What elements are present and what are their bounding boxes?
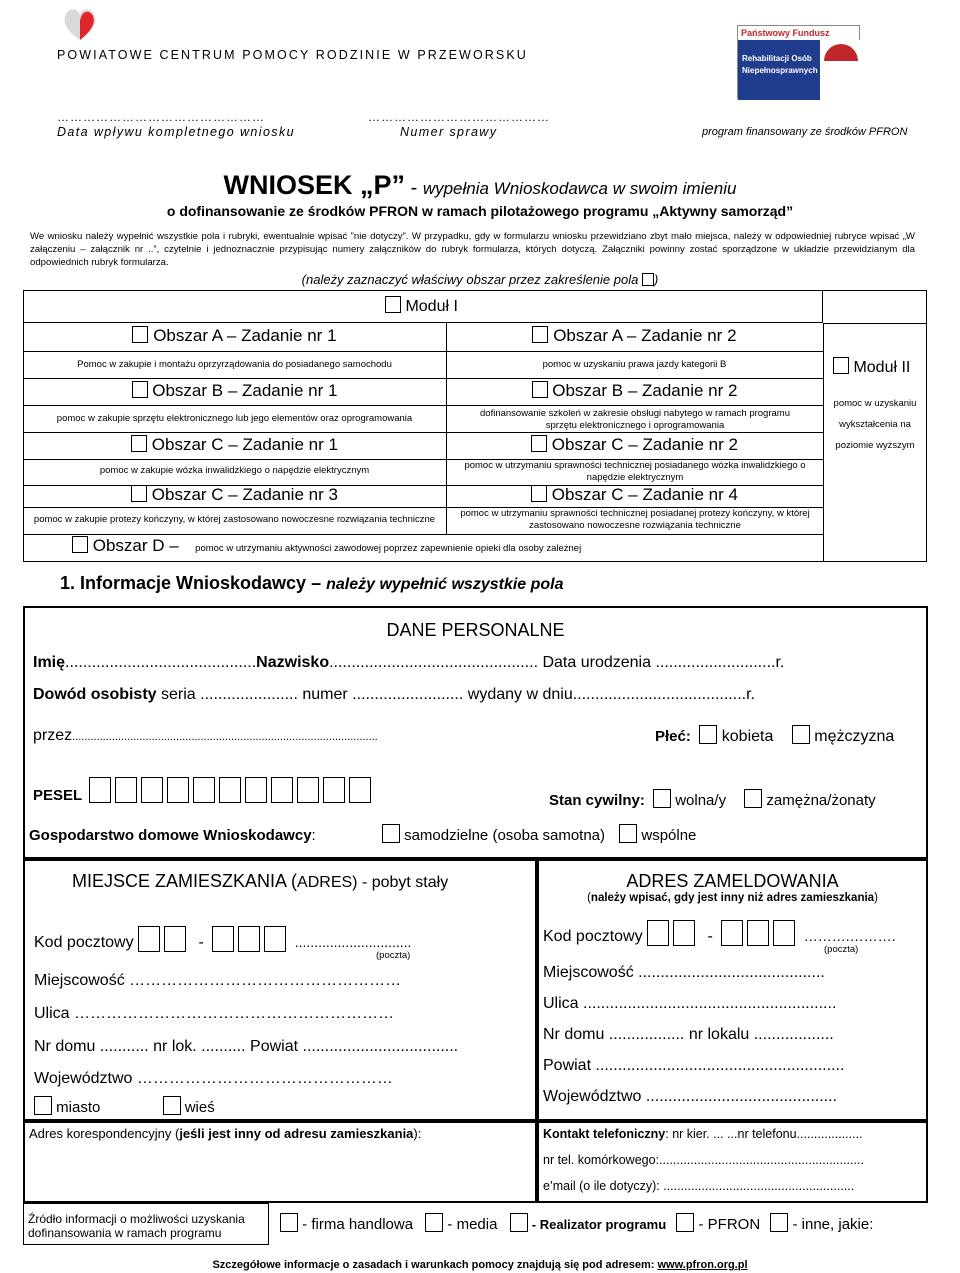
module2-desc-line2: wykształcenia na <box>839 419 911 430</box>
task-d-title: Obszar D – <box>92 536 179 555</box>
module1-checkbox[interactable] <box>385 296 401 313</box>
module1-text: Moduł I <box>405 298 458 315</box>
module2-text: Moduł II <box>853 359 911 376</box>
form-title-main: WNIOSEK „P” <box>223 170 406 200</box>
mark-instruction-text: (należy zaznaczyć właściwy obszar przez zakreślenie pola <box>301 272 639 287</box>
mobile-phone-field[interactable]: nr tel. komórkowego:........................................................... <box>543 1153 864 1167</box>
task-c2-desc: pomoc w utrzymaniu sprawności technicznej posiadanego wózka inwalidzkiego o napędzie elektrycznym <box>464 460 806 483</box>
household-shared-label: wspólne <box>641 827 697 844</box>
title-dash: - <box>405 177 423 199</box>
task-b1-title: Obszar B – Zadanie nr 1 <box>152 381 338 400</box>
registered-post-office-field[interactable]: ……….………. <box>803 928 896 944</box>
birth-date-suffix: r. <box>775 654 785 671</box>
module2-label <box>833 357 910 377</box>
postcode-digit-box[interactable] <box>673 920 695 946</box>
household-label: Gospodarstwo domowe Wnioskodawcy <box>29 827 312 844</box>
correspondence-label-text: Adres korespondencyjny ( <box>29 1126 180 1141</box>
task-c1[interactable] <box>23 435 446 455</box>
module2-desc-line3: poziomie wyższym <box>835 440 915 451</box>
pesel-digit-box[interactable] <box>349 777 371 803</box>
task-c1-title: Obszar C – Zadanie nr 1 <box>151 435 338 454</box>
correspondence-label-bold: jeśli jest inny od adresu zamieszkania <box>179 1126 414 1141</box>
gender-male-label: mężczyzna <box>814 728 895 745</box>
issue-date-suffix: r. <box>746 686 755 703</box>
task-d-checkbox[interactable] <box>72 536 88 553</box>
task-b2-checkbox[interactable] <box>532 381 548 398</box>
source-realizator-label: - Realizator programu <box>531 1217 667 1232</box>
household-alone-checkbox[interactable] <box>382 824 400 843</box>
issue-date-label: wydany w dniu <box>463 686 573 703</box>
phone-label: Kontakt telefoniczny <box>543 1127 666 1141</box>
task-c3-checkbox[interactable] <box>131 485 147 502</box>
residence-postcode-row <box>34 926 411 952</box>
task-b1-checkbox[interactable] <box>132 381 148 398</box>
id-number-field[interactable]: ......................... <box>352 686 464 703</box>
pfron-logo <box>737 25 860 99</box>
residence-street-field[interactable]: Ulica …………………………………………………… <box>34 1005 395 1022</box>
task-c3-title: Obszar C – Zadanie nr 3 <box>151 485 338 504</box>
task-a1[interactable] <box>23 326 446 346</box>
pesel-digit-box[interactable] <box>115 777 137 803</box>
first-name-label: Imię <box>33 654 66 671</box>
pesel-digit-box[interactable] <box>167 777 189 803</box>
household-row <box>29 824 696 844</box>
postcode-digit-box[interactable] <box>647 920 669 946</box>
household-shared-checkbox[interactable] <box>619 824 637 843</box>
id-card-row <box>33 686 755 704</box>
checkbox-sample-icon <box>642 273 654 286</box>
pesel-digit-box[interactable] <box>271 777 293 803</box>
task-b1[interactable] <box>23 381 446 401</box>
section1-dash: – <box>306 573 327 593</box>
task-c4-title: Obszar C – Zadanie nr 4 <box>551 485 738 504</box>
case-dots: …………………………………… <box>368 110 550 124</box>
gender-row <box>655 725 894 746</box>
pfron-logo-line2: Rehabilitacji Osób <box>742 54 812 63</box>
module2-checkbox[interactable] <box>833 357 849 374</box>
pesel-digit-box[interactable] <box>245 777 267 803</box>
registered-title: ADRES ZAMELDOWANIA <box>626 871 839 891</box>
module1-label <box>385 296 458 316</box>
task-d-desc: pomoc w utrzymaniu aktywności zawodowej poprzez zapewnienie opieki dla osoby zależnej <box>195 543 582 554</box>
birth-date-field[interactable]: ........................... <box>655 654 776 671</box>
task-c3[interactable] <box>23 485 446 505</box>
task-d[interactable] <box>72 536 581 556</box>
pesel-digit-box[interactable] <box>219 777 241 803</box>
registered-post-office-caption: (poczta) <box>824 944 859 955</box>
task-a2-checkbox[interactable] <box>532 326 548 343</box>
task-b2[interactable] <box>446 381 823 401</box>
gender-female-checkbox[interactable] <box>699 725 717 744</box>
residence-post-office-field[interactable]: .............................. <box>294 934 412 950</box>
postcode-digit-box[interactable] <box>212 926 234 952</box>
task-c4-checkbox[interactable] <box>531 485 547 502</box>
pesel-row <box>33 777 375 804</box>
residence-voivodeship-field[interactable]: Województwo ………………………………………… <box>34 1070 393 1087</box>
form-subtitle: o dofinansowanie ze środków PFRON w ramach pilotażowego programu „Aktywny samorząd” <box>166 203 794 219</box>
funding-note: program finansowany ze środków PFRON <box>702 126 908 138</box>
marital-status-row <box>549 789 876 809</box>
pesel-digit-box[interactable] <box>141 777 163 803</box>
pcpr-logo <box>60 4 100 44</box>
task-a1-title: Obszar A – Zadanie nr 1 <box>153 326 337 345</box>
source-pfron-label: - PFRON <box>698 1216 761 1233</box>
task-a2[interactable] <box>446 326 823 346</box>
registered-subtitle-close: ) <box>874 892 878 904</box>
task-a2-title: Obszar A – Zadanie nr 2 <box>553 326 737 345</box>
source-company-label: - firma handlowa <box>302 1216 414 1233</box>
task-a1-desc: Pomoc w zakupie i montażu oprzyrządowania do posiadanego samochodu <box>77 359 392 370</box>
postcode-digit-box[interactable] <box>238 926 260 952</box>
task-b2-desc: dofinansowanie szkoleń w zakresie obsługi nabytego w ramach programu sprzętu elektronicznego i oprogramowania <box>480 408 790 431</box>
task-b1-desc: pomoc w zakupie sprzętu elektronicznego lub jego elementów oraz oprogramowania <box>56 413 413 424</box>
postcode-digit-box[interactable] <box>138 926 160 952</box>
postcode-digit-box[interactable] <box>773 920 795 946</box>
surname-label: Nazwisko <box>256 654 330 671</box>
marital-married-checkbox[interactable] <box>744 789 762 808</box>
registered-subtitle-open: ( <box>587 892 591 904</box>
case-number-label: Numer sprawy <box>400 125 498 139</box>
module2-desc <box>823 393 927 456</box>
postcode-dash: - <box>198 934 204 951</box>
task-c4[interactable] <box>446 485 823 505</box>
residence-title-rest: - pobyt stały <box>357 874 449 891</box>
residence-title-adres: ADRES) <box>297 874 358 891</box>
registered-county-field[interactable]: Powiat ........................................................ <box>543 1057 845 1074</box>
household-colon: : <box>311 827 316 844</box>
mark-instruction-end: ) <box>653 272 659 287</box>
postcode-digit-box[interactable] <box>264 926 286 952</box>
id-card-label: Dowód osobisty <box>33 686 157 703</box>
row-divider <box>23 405 823 406</box>
marital-status-label: Stan cywilny: <box>549 792 645 809</box>
correspondence-label <box>29 1126 421 1141</box>
locality-type-row <box>34 1096 215 1116</box>
postcode-digit-box[interactable] <box>164 926 186 952</box>
first-name-field[interactable]: ........................................... <box>65 654 257 671</box>
registered-postcode-row <box>543 920 896 946</box>
org-name: POWIATOWE CENTRUM POMOCY RODZINIE W PRZEWORSKU <box>57 48 528 62</box>
form-title <box>0 170 960 201</box>
task-c4-desc: pomoc w utrzymaniu sprawności technicznej posiadanej protezy kończyny, w której zastosowano nowoczesne rozwiązania techniczne <box>460 508 810 531</box>
footer-text: Szczegółowe informacje o zasadach i warunkach pomocy znajdują się pod adresem: <box>212 1259 658 1271</box>
module2-desc-line1: pomoc w uzyskaniu <box>833 398 917 409</box>
registered-house-number-field[interactable]: Nr domu ................. nr lokalu .................. <box>543 1026 834 1043</box>
task-c1-desc: pomoc w zakupie wózka inwalidzkiego o napędzie elektrycznym <box>99 465 370 476</box>
row-divider <box>23 378 823 379</box>
row-divider <box>23 432 823 433</box>
personal-data-title: DANE PERSONALNE <box>386 620 565 640</box>
marital-single-checkbox[interactable] <box>653 789 671 808</box>
mark-instruction <box>0 272 960 287</box>
registered-voivodeship-field[interactable]: Województwo ........................................... <box>543 1088 838 1105</box>
gender-label: Płeć: <box>655 728 691 745</box>
source-other-checkbox[interactable] <box>770 1213 788 1232</box>
postcode-digit-box[interactable] <box>747 920 769 946</box>
section1-heading <box>60 573 564 594</box>
info-source-label: Źródło informacji o możliwości uzyskania dofinansowania w ramach programu <box>28 1212 245 1240</box>
registered-subtitle-text: należy wpisać, gdy jest inny niż adres zamieszkania <box>590 892 875 904</box>
pesel-digit-box[interactable] <box>89 777 111 803</box>
id-number-label: numer <box>297 686 353 703</box>
form-title-sub: wypełnia Wnioskodawca w swoim imieniu <box>422 179 737 198</box>
source-pfron-checkbox[interactable] <box>676 1213 694 1232</box>
section1-heading-italic: należy wypełnić wszystkie pola <box>326 576 564 593</box>
pesel-digit-box[interactable] <box>193 777 215 803</box>
locality-city-label: miasto <box>56 1099 101 1116</box>
pfron-logo-line3: Niepełnosprawnych <box>742 66 818 75</box>
issuer-row <box>33 727 378 745</box>
residence-title <box>72 871 448 892</box>
marital-single-label: wolna/y <box>675 792 727 809</box>
source-media-checkbox[interactable] <box>425 1213 443 1232</box>
task-c2[interactable] <box>446 435 823 455</box>
registered-street-field[interactable]: Ulica ......................................................... <box>543 995 837 1012</box>
registered-postcode-label: Kod pocztowy <box>543 928 643 945</box>
id-series-label: seria <box>156 686 201 703</box>
phone-row[interactable] <box>543 1127 863 1141</box>
receipt-date-label: Data wpływu kompletnego wniosku <box>57 125 295 139</box>
registered-subtitle <box>537 892 928 904</box>
pesel-digit-box[interactable] <box>297 777 319 803</box>
instructions-text: We wniosku należy wypełnić wszystkie pola i rubryki, ewentualnie wpisać ”nie dotyczy”. W przypadku, gdy w formularzu wniosku przewidziano zbyt mało miejsca, należy w odpowiedniej rubryce wpisać „W załączeniu – załącznik nr ..”, czytelnie i jednoznacznie przypisując numery załączników do rubryk formularza, których dotyczą. Załączniki powinny zostać sporządzone w układzie przewidzianym dla odpowiednich rubryk formularza. <box>30 231 915 268</box>
task-c3-desc: pomoc w zakupie protezy kończyny, w której zastosowano nowoczesne rozwiązania techniczne <box>33 514 436 525</box>
section1-heading-text: 1. Informacje Wnioskodawcy <box>60 573 307 593</box>
postcode-digit-box[interactable] <box>721 920 743 946</box>
footer-note <box>0 1259 960 1271</box>
email-field[interactable]: e’mail (o ile dotyczy): ....................................................... <box>543 1179 855 1193</box>
task-a2-desc: pomoc w uzyskaniu prawa jazdy kategorii B <box>542 359 727 370</box>
source-other-label: - inne, jakie: <box>792 1216 874 1233</box>
issuer-field[interactable]: .................................................................................................... <box>72 731 378 743</box>
phone-field[interactable]: : nr kier. ... ...nr telefonu................... <box>665 1127 863 1141</box>
residence-city-field[interactable]: Miejscowość …………………………………………… <box>34 972 402 989</box>
pesel-digit-box[interactable] <box>323 777 345 803</box>
source-company-checkbox[interactable] <box>280 1213 298 1232</box>
registered-city-field[interactable]: Miejscowość .......................................... <box>543 964 825 981</box>
issue-date-field[interactable]: ....................................... <box>572 686 747 703</box>
info-source-options <box>280 1213 873 1233</box>
id-series-field[interactable]: ...................... <box>200 686 298 703</box>
residence-house-number-field[interactable]: Nr domu ........... nr lok. .......... Powiat ................................... <box>34 1038 459 1055</box>
issuer-label: przez <box>33 727 73 744</box>
task-c2-checkbox[interactable] <box>531 435 547 452</box>
locality-village-checkbox[interactable] <box>163 1096 181 1115</box>
task-a1-checkbox[interactable] <box>132 326 148 343</box>
residence-title-main: MIEJSCE ZAMIESZKANIA ( <box>72 871 298 891</box>
household-alone-label: samodzielne (osoba samotna) <box>404 827 606 844</box>
birth-date-label: Data urodzenia <box>538 654 656 671</box>
task-c1-checkbox[interactable] <box>131 435 147 452</box>
locality-city-checkbox[interactable] <box>34 1096 52 1115</box>
receipt-dots: ………………………………………… <box>57 110 265 124</box>
source-realizator-checkbox[interactable] <box>510 1213 528 1232</box>
residence-post-office-caption: (poczta) <box>376 950 411 961</box>
locality-village-label: wieś <box>184 1099 215 1116</box>
residence-postcode-label: Kod pocztowy <box>34 934 134 951</box>
task-b2-title: Obszar B – Zadanie nr 2 <box>552 381 738 400</box>
gender-male-checkbox[interactable] <box>792 725 810 744</box>
row-divider <box>23 534 823 535</box>
postcode-dash: - <box>707 928 713 945</box>
gender-female-label: kobieta <box>721 728 774 745</box>
pesel-label: PESEL <box>33 787 83 804</box>
pfron-logo-line1: Państwowy Fundusz <box>741 28 830 38</box>
correspondence-label-end: ): <box>413 1126 422 1141</box>
row-divider <box>23 351 823 352</box>
marital-married-label: zamężna/żonaty <box>766 792 876 809</box>
footer-link[interactable]: www.pfron.org.pl <box>657 1259 748 1271</box>
task-c2-title: Obszar C – Zadanie nr 2 <box>551 435 738 454</box>
pesel-boxes[interactable] <box>89 785 375 802</box>
name-row <box>33 654 784 672</box>
surname-field[interactable]: ............................................... <box>329 654 539 671</box>
source-media-label: - media <box>447 1216 498 1233</box>
